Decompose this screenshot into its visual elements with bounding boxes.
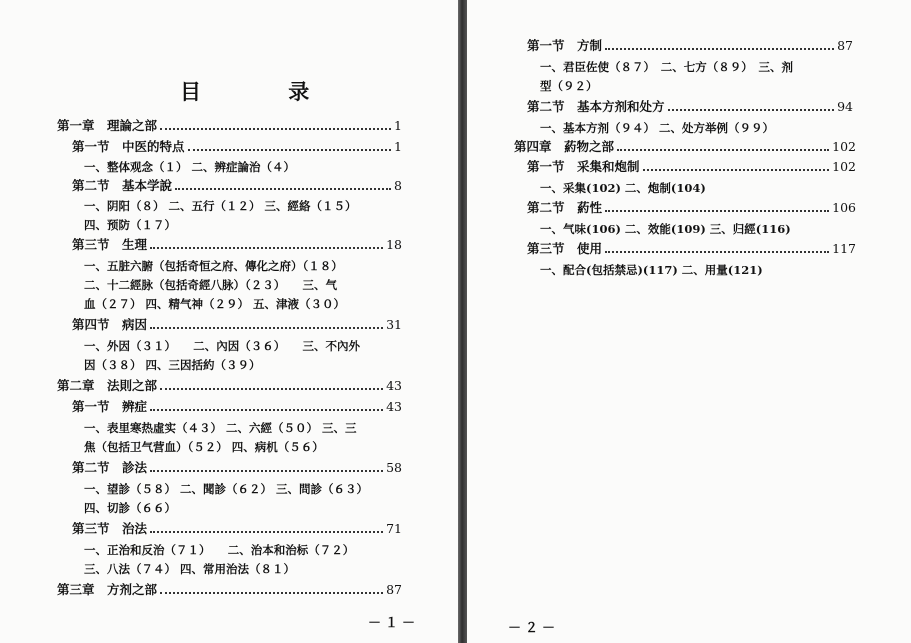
toc-subentry: 三、八法（７４） 四、常用治法（８１） [84, 562, 296, 576]
toc-entry-label: 第一节 采集和炮制 [527, 159, 640, 174]
dot-leader [160, 387, 383, 390]
dot-leader [150, 469, 383, 472]
toc-entry-page: 106 [832, 200, 856, 215]
dot-leader [668, 108, 835, 111]
toc-entry-label: 第一节 方制 [527, 38, 603, 53]
toc-entry-page: 43 [386, 399, 402, 414]
toc-entry-label: 第二节 基本学說 [72, 178, 173, 193]
dot-leader [160, 127, 391, 130]
dot-leader [150, 408, 383, 411]
toc-subentry: 四、预防（１７） [84, 218, 176, 232]
toc-entry[interactable] [527, 159, 856, 175]
toc-entry[interactable] [72, 237, 402, 253]
dot-leader [150, 530, 383, 533]
toc-entry-label: 第二节 診法 [72, 460, 148, 475]
toc-entry-label: 第一章 理論之部 [57, 118, 158, 133]
toc-subentry: 型（９２） [540, 79, 598, 93]
toc-entry-page: 1 [394, 139, 402, 154]
toc-entry[interactable] [72, 460, 402, 476]
toc-entry[interactable] [514, 139, 856, 155]
toc-subentry: 一、外因（３１） 二、內因（３６） 三、不內外 [84, 339, 360, 353]
toc-entry-page: 31 [386, 317, 402, 332]
toc-entry[interactable] [527, 38, 853, 54]
toc-entry-page: 58 [386, 460, 402, 475]
toc-subentry: 二、十二經脉（包括奇經八脉）（２３） 三、气 [84, 278, 337, 292]
toc-entry[interactable] [57, 378, 402, 394]
toc-entry-label: 第三节 治法 [72, 521, 148, 536]
toc-entry-page: 18 [386, 237, 402, 252]
toc-entry[interactable] [72, 521, 402, 537]
toc-entry[interactable] [527, 241, 856, 257]
toc-entry-page: 43 [386, 378, 402, 393]
toc-subentry: 一、正治和反治（７１） 二、治本和治标（７２） [84, 543, 355, 557]
toc-subentry: 一、整体观念（１） 二、辨症論治（４） [84, 160, 296, 174]
toc-entry-page: 87 [837, 38, 853, 53]
toc-subentry: 血（２７） 四、精气神（２９） 五、津液（３０） [84, 297, 346, 311]
dot-leader [605, 250, 829, 253]
right-page [467, 0, 911, 643]
toc-entry-page: 102 [832, 139, 856, 154]
toc-entry-label: 第二节 基本方剂和处方 [527, 99, 665, 114]
toc-entry-label: 第四章 葯物之部 [514, 139, 615, 154]
toc-entry-page: 94 [837, 99, 853, 114]
dot-leader [605, 47, 834, 50]
toc-subentry: 一、君臣佐使（８７） 二、七方（８９） 三、剂 [540, 60, 793, 74]
toc-entry[interactable] [57, 582, 402, 598]
book-gutter [458, 0, 467, 643]
toc-entry-label: 第一节 中医的特点 [72, 139, 185, 154]
toc-title: 目 录 [180, 79, 350, 104]
toc-entry-label: 第三节 生理 [72, 237, 148, 252]
toc-subentry: 一、基本方剂（９４） 二、处方举例（９９） [540, 121, 775, 135]
toc-entry-page: 8 [394, 178, 402, 193]
toc-entry[interactable] [72, 399, 402, 415]
toc-entry-label: 第三节 使用 [527, 241, 603, 256]
dot-leader [175, 187, 391, 190]
toc-subentry: 一、表里寒热虛实（４３） 二、六經（５０） 三、三 [84, 421, 357, 435]
toc-entry[interactable] [72, 178, 402, 194]
toc-entry-page: 71 [386, 521, 402, 536]
toc-entry-label: 第三章 方剂之部 [57, 582, 158, 597]
toc-subentry: 四、切診（６６） [84, 501, 176, 515]
toc-subentry: 一、气味(106) 二、效能(109) 三、归經(116) [540, 222, 791, 236]
page-number-left: －１－ [368, 616, 420, 631]
toc-subentry: 一、阴阳（８） 二、五行（１２） 三、經絡（１５） [84, 199, 357, 213]
toc-entry-page: 87 [386, 582, 402, 597]
toc-entry-label: 第四节 病因 [72, 317, 148, 332]
toc-entry[interactable] [527, 200, 856, 216]
toc-entry[interactable] [57, 118, 402, 134]
dot-leader [643, 168, 830, 171]
toc-entry[interactable] [527, 99, 853, 115]
toc-entry-page: 117 [832, 241, 856, 256]
toc-subentry: 一、采集(102) 二、炮制(104) [540, 181, 706, 195]
toc-subentry: 焦（包括卫气营血）（５２） 四、病机（５６） [84, 440, 324, 454]
toc-entry[interactable] [72, 139, 402, 155]
toc-entry[interactable] [72, 317, 402, 333]
dot-leader [617, 148, 829, 151]
dot-leader [188, 148, 392, 151]
toc-subentry: 因（３８） 四、三因括約（３９） [84, 358, 261, 372]
toc-entry-label: 第二节 葯性 [527, 200, 603, 215]
toc-entry-label: 第二章 法則之部 [57, 378, 158, 393]
toc-entry-label: 第一节 辨症 [72, 399, 148, 414]
toc-subentry: 一、五脏六腑（包括奇恒之府、傳化之府）（１８） [84, 259, 343, 273]
toc-subentry: 一、配合(包括禁忌)(117) 二、用量(121) [540, 263, 763, 277]
dot-leader [150, 326, 383, 329]
toc-entry-page: 1 [394, 118, 402, 133]
dot-leader [160, 591, 383, 594]
dot-leader [605, 209, 829, 212]
toc-subentry: 一、望診（５８） 二、聞診（６２） 三、問診（６３） [84, 482, 369, 496]
page-number-right: －２－ [508, 621, 560, 636]
dot-leader [150, 246, 383, 249]
toc-entry-page: 102 [832, 159, 856, 174]
